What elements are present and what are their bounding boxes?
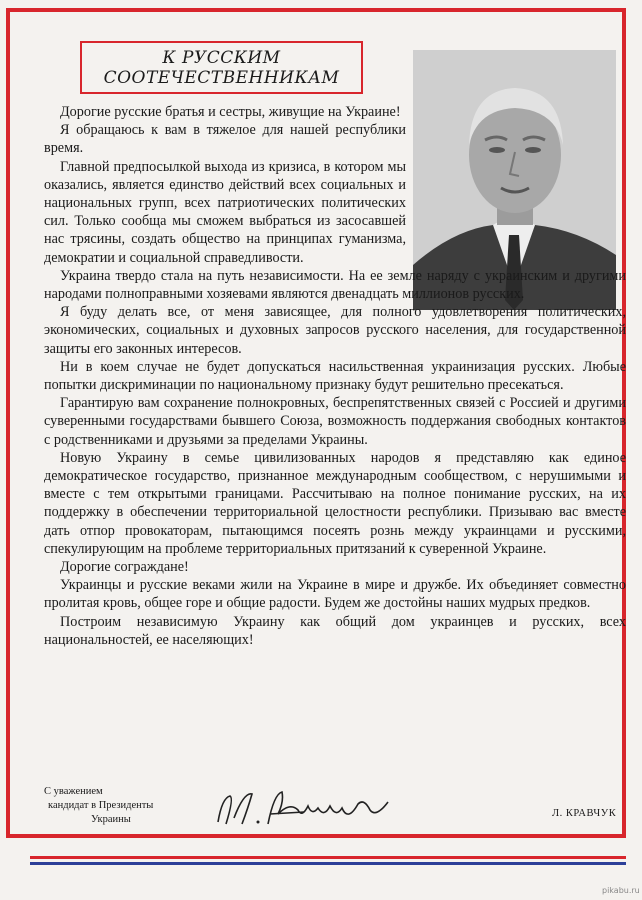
body-narrow-column — [44, 103, 406, 267]
paragraph-greeting: Дорогие русские братья и сестры, живущие на Украине! — [60, 104, 401, 120]
handwritten-signature-icon — [208, 788, 398, 834]
paragraph-independence: Украина твердо стала на путь независимости. На ее земле наряду с украинским и другими народами полноправными хозяевами являются двенадцать миллионов русских. — [44, 267, 626, 303]
closing-line-2: кандидат в Президенты — [48, 800, 154, 811]
paragraph-requests: Я буду делать все, от меня зависящее, для полного удовлетворения политических, экономических, социальных и духовных запросов русского населения, для государственной защиты его законных интересов. — [44, 304, 626, 357]
watermark: pikabu.ru — [602, 886, 640, 895]
paragraph-new-ukraine: Новую Украину в семье цивилизованных народов я представляю как единое демократическое государство, признанное международным сообществом, с нерушимыми и вместе с тем открытыми границами. Рассчитываю на полное понимание русских, на их поддержку в обеспечении территориальной целостности республики. Призываю вас вместе дать отпор провокаторам, пытающимся посеять рознь между украинцами и русскими, спекулирующим на проблеме территориальных притязаний к суверенной Украине. — [44, 449, 626, 557]
paragraph-friendship: Украинцы и русские веками жили на Украине в мире и дружбе. Их объединяет совместно пролитая кровь, общее горе и общие радости. Будем же достойны наших мудрых предков. — [44, 577, 626, 612]
paragraph-ties: Гарантирую вам сохранение полнокровных, беспрепятственных связей с Россией и другими суверенными государствами бывшего Союза, возможность поддержания свободных контактов с родственниками и друзьями за пределами Украины. — [44, 395, 626, 448]
blue-rule — [30, 862, 626, 865]
title-line-2: СООТЕЧЕСТВЕННИКАМ — [103, 67, 340, 88]
closing-line-3: Украины — [91, 814, 131, 825]
letter-body — [44, 103, 626, 649]
paragraph-discrimination: Ни в коем случае не будет допускаться насильственная украинизация русских. Любые попытки дискриминации по национальному признаку будут решительно пресекаться. — [44, 358, 626, 394]
title-line-1: К РУССКИМ — [162, 47, 281, 68]
paragraph-appeal: Я обращаюсь к вам в тяжелое для нашей республики время. — [44, 122, 406, 157]
paragraph-crisis: Главной предпосылкой выхода из кризиса, в котором мы оказались, является единство действий всех социальных и национальных групп, всех патриотических политических сил. Только сообща мы сможем выбраться из засосавшей нас трясины, создать общество на принципах гуманизма, демократии и социальной справедливости. — [44, 158, 406, 266]
paragraph-dear-citizens: Дорогие сограждане! — [60, 559, 189, 576]
red-rule — [30, 856, 626, 859]
paragraph-common-home: Построим независимую Украину как общий дом украинцев и русских, всех национальностей, ее населяющих! — [44, 613, 626, 648]
letter-title — [80, 41, 363, 94]
signer-name: Л. КРАВЧУК — [552, 808, 617, 819]
closing-block — [44, 785, 204, 827]
closing-line-1: С уважением — [44, 786, 103, 797]
